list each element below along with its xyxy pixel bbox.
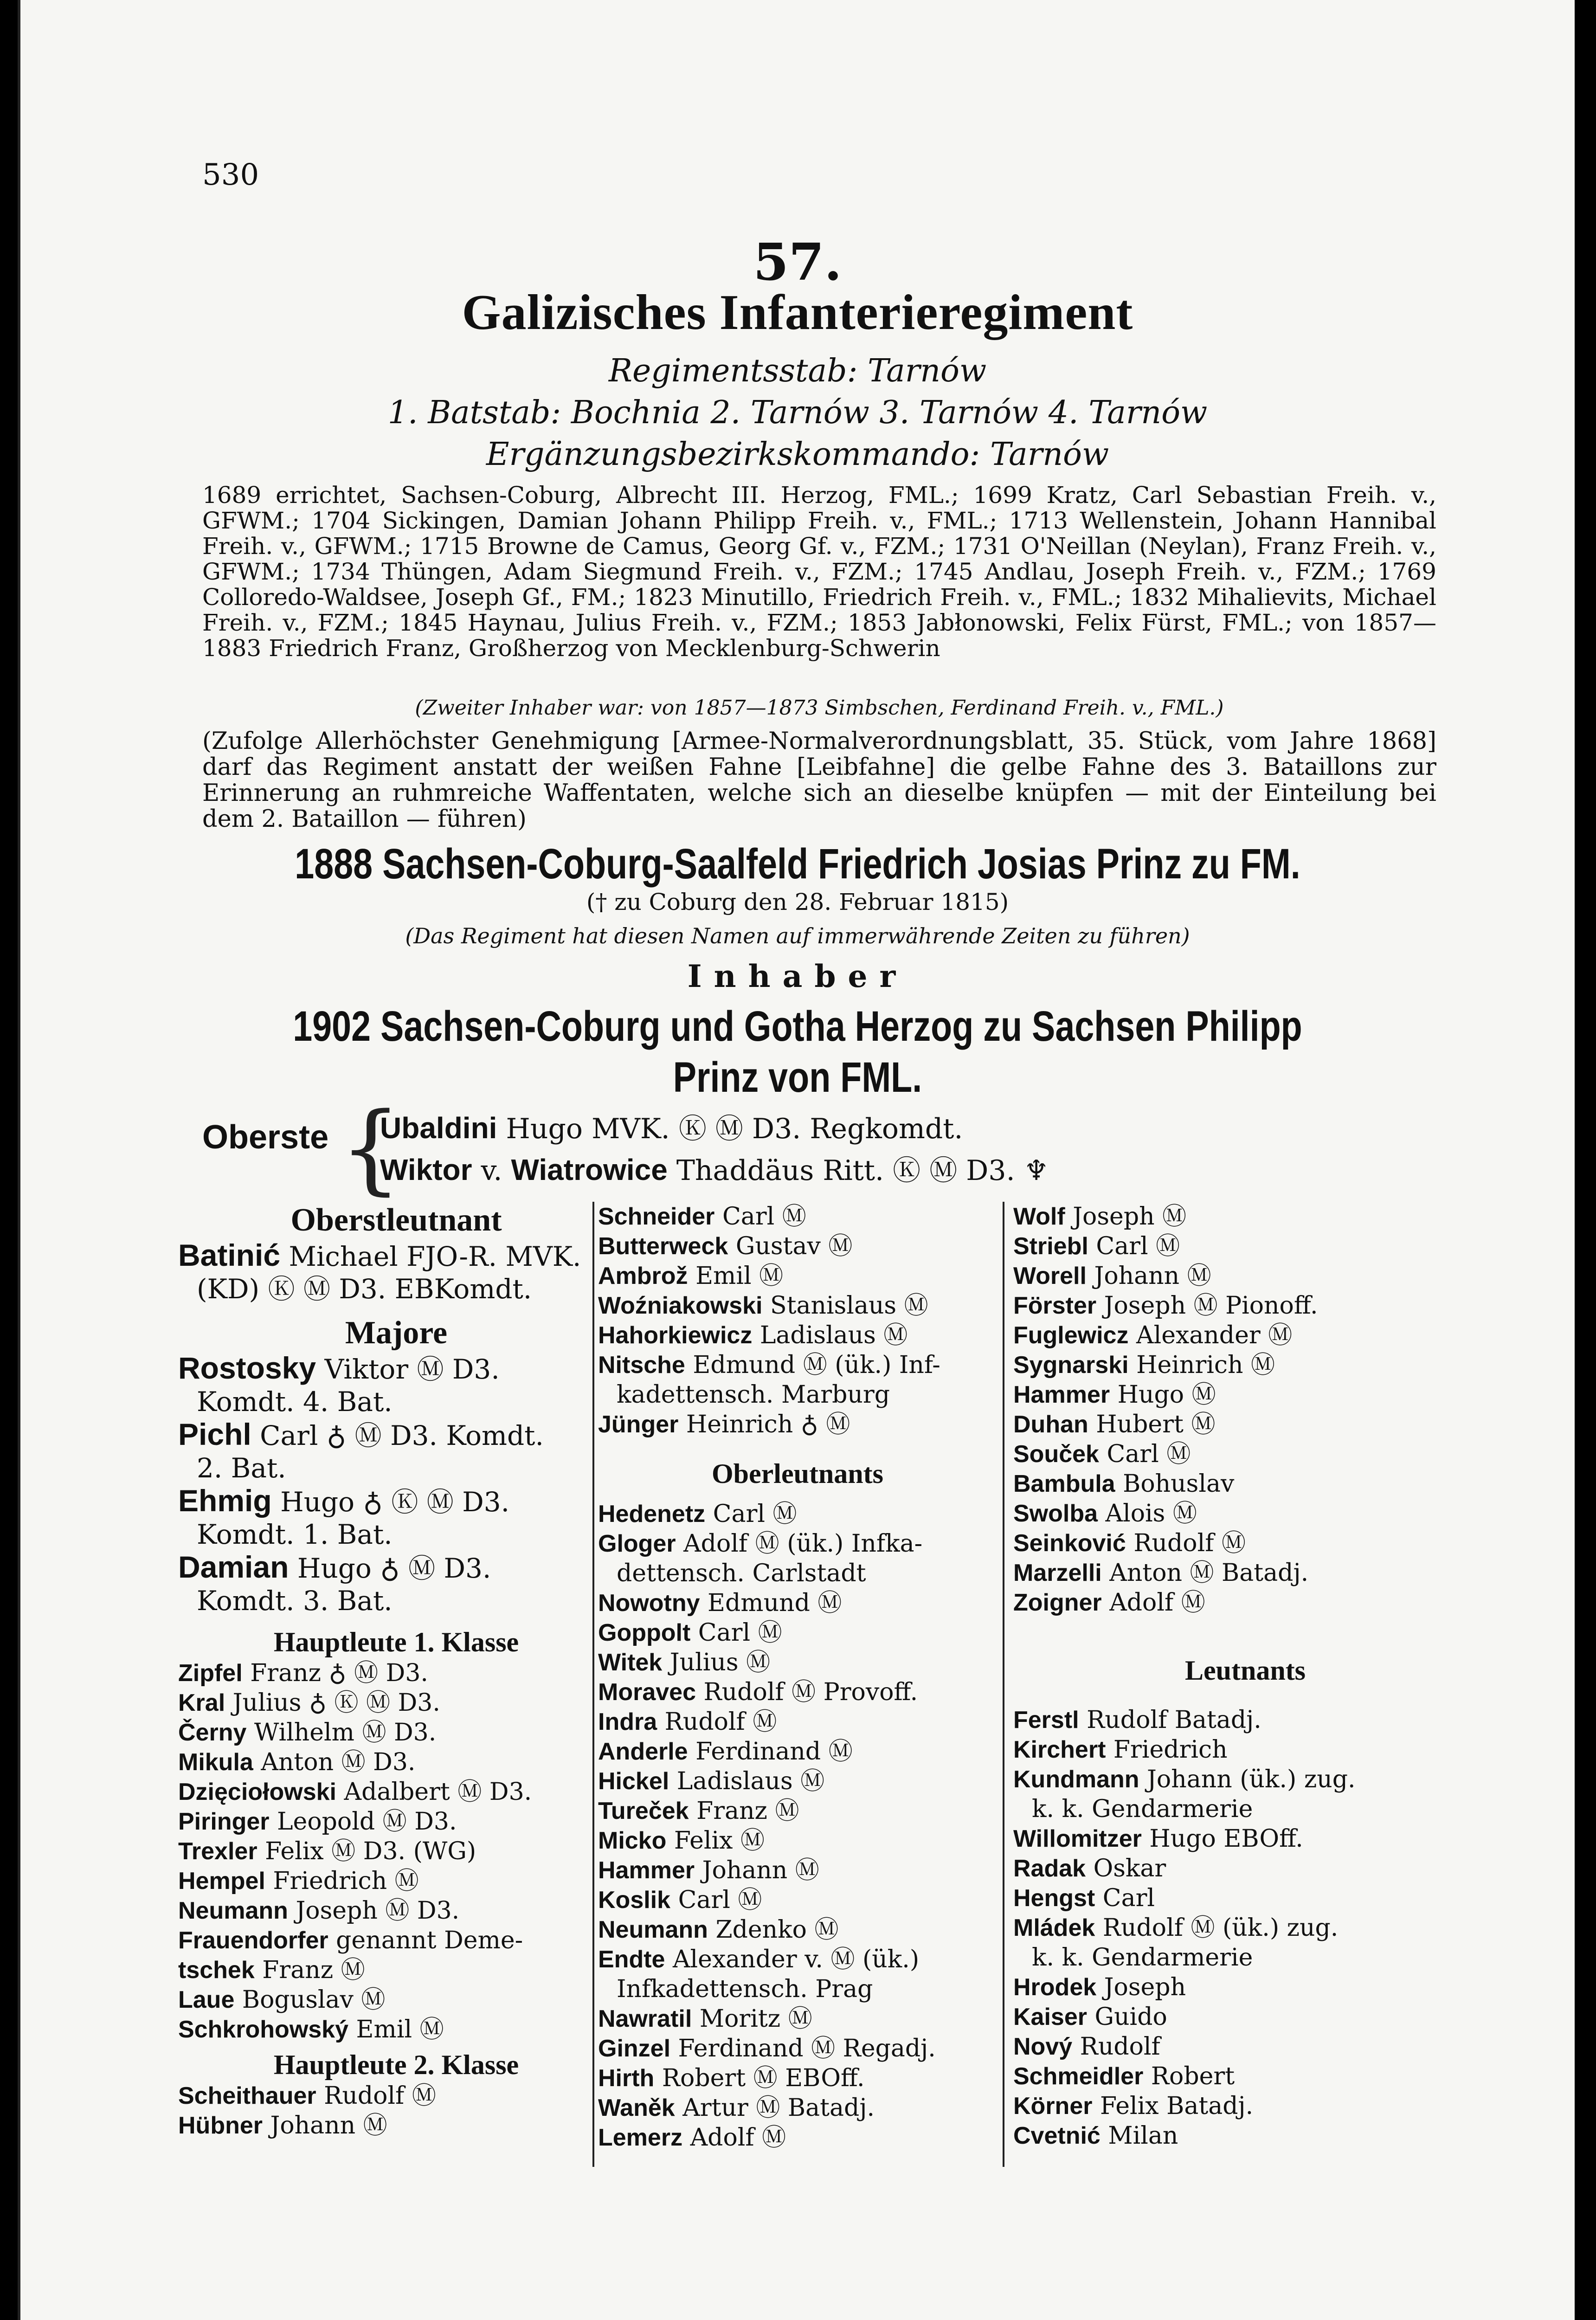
officer-name: Nový — [1013, 2033, 1073, 2060]
section-heading: Oberstleutnant — [290, 1202, 502, 1238]
officer-detail: Friedrich — [1106, 1736, 1228, 1764]
officer-detail: Gustav Ⓜ — [728, 1232, 853, 1260]
officer-entry — [1013, 2121, 1477, 2151]
officer-entry — [1013, 1854, 1477, 1883]
officer-entry — [178, 1352, 614, 1386]
officer-detail: Edmund Ⓜ (ük.) Inf- — [685, 1351, 940, 1379]
officer-name: Striebl — [1013, 1233, 1088, 1260]
patron-name: 1888 Sachsen-Coburg-Saalfeld Friedrich Josias Prinz zu FM. — [295, 840, 1300, 888]
officer-name: Nawratil — [598, 2005, 692, 2032]
officer-detail: Joseph Ⓜ — [1065, 1203, 1187, 1231]
officer-entry — [598, 1945, 997, 1974]
officer-detail: Zdenko Ⓜ — [708, 1916, 839, 1944]
officer-detail: Rudolf Ⓜ — [316, 2082, 436, 2110]
officer-detail: Adolf Ⓜ (ük.) Infka- — [676, 1530, 923, 1558]
officer-entry — [178, 2111, 614, 2140]
officer-entry — [1013, 1735, 1477, 1765]
officer-detail: Carl Ⓜ — [1088, 1232, 1180, 1260]
officer-detail: Carl Ⓜ — [690, 1619, 782, 1647]
officer-name: Ginzel — [598, 2035, 671, 2062]
officer-name: Mikula — [178, 1749, 253, 1776]
officer-detail: k. k. Gendarmerie — [1032, 1944, 1253, 1972]
officer-entry — [598, 1648, 997, 1677]
brace: { — [340, 1091, 402, 1205]
officer-detail: Joseph — [1096, 1973, 1186, 2001]
officer-entry — [178, 1985, 614, 2015]
section-heading: Hauptleute 1. Klasse — [273, 1627, 519, 1657]
officer-entry — [598, 1321, 997, 1350]
officer-detail: Guido — [1087, 2003, 1167, 2031]
officer-entry — [178, 1273, 614, 1305]
batstab: 1. Batstab: Bochnia 2. Tarnów 3. Tarnów 4. Tarnów — [387, 394, 1208, 431]
officer-detail: Robert Ⓜ EBOff. — [654, 2064, 865, 2092]
officer-entry — [178, 1484, 614, 1518]
officer-detail: Rudolf Ⓜ — [1126, 1529, 1246, 1557]
officer-detail: Anton Ⓜ Batadj. — [1101, 1559, 1309, 1587]
officer-detail: Carl Ⓜ — [714, 1203, 806, 1231]
officer-name: Pichl — [178, 1417, 251, 1451]
officer-entry — [598, 2063, 997, 2093]
officer-detail: Anton Ⓜ D3. — [253, 1748, 416, 1776]
officer-entry — [178, 1585, 614, 1617]
inhaber-heading: Inhaber — [687, 958, 908, 994]
officer-name: Goppolt — [598, 1619, 691, 1646]
officer-detail: Johann Ⓜ — [695, 1856, 819, 1884]
officer-list — [178, 2081, 614, 2140]
officer-entry — [178, 1386, 614, 1418]
entry-name: Ubaldini — [380, 1111, 497, 1145]
officer-detail: Hubert Ⓜ — [1088, 1411, 1216, 1438]
officer-name: Batinić — [178, 1238, 281, 1272]
officer-detail: 2. Bat. — [197, 1452, 286, 1484]
officer-name: Hickel — [598, 1768, 669, 1795]
officer-detail: Komdt. 3. Bat. — [197, 1585, 393, 1617]
officer-detail: Joseph Ⓜ Pionoff. — [1096, 1292, 1318, 1320]
officer-name: Schmeidler — [1013, 2063, 1144, 2090]
officer-name: Scheithauer — [178, 2082, 316, 2109]
officer-detail: Rudolf Ⓜ — [657, 1708, 777, 1736]
officer-detail: Franz Ⓜ — [254, 1956, 365, 1984]
officer-entry — [598, 1350, 997, 1380]
officer-detail: Robert — [1143, 2062, 1235, 2090]
ergaenzung: Ergänzungsbezirkskommando: Tarnów — [486, 436, 1109, 473]
officer-detail: Johann (ük.) zug. — [1139, 1766, 1356, 1793]
officer-name: Gloger — [598, 1530, 676, 1557]
officer-name: Zipfel — [178, 1660, 243, 1687]
officer-entry — [1013, 1321, 1477, 1350]
officer-detail: Adolf Ⓜ — [682, 2124, 786, 2152]
officer-entry — [1013, 1528, 1477, 1558]
officer-list — [598, 1202, 997, 1439]
officer-detail: Stanislaus Ⓜ — [762, 1292, 928, 1320]
officer-detail: Felix Ⓜ — [666, 1827, 765, 1855]
entry-detail: Hugo MVK. Ⓚ Ⓜ D3. Regkomdt. — [497, 1113, 963, 1145]
officer-name: Souček — [1013, 1441, 1099, 1468]
officer-detail: Hugo EBOff. — [1141, 1825, 1303, 1853]
officer-list — [598, 1499, 997, 2152]
officer-entry — [598, 1796, 997, 1826]
officer-name: Duhan — [1013, 1411, 1088, 1438]
officer-name: Seinković — [1013, 1530, 1126, 1557]
regiment-number: 57. — [753, 232, 842, 292]
officer-entry — [1013, 1943, 1477, 1972]
officer-detail: Joseph Ⓜ D3. — [288, 1897, 460, 1925]
officer-entry — [1013, 1202, 1477, 1231]
officer-name: Hrodek — [1013, 1974, 1097, 2001]
officer-name: Anderle — [598, 1738, 688, 1765]
officer-name: Jünger — [598, 1411, 679, 1438]
officer-entry — [598, 1826, 997, 1856]
officer-entry — [598, 1261, 997, 1291]
officer-entry — [598, 1529, 997, 1559]
officer-entry — [178, 1518, 614, 1551]
entry-detail: v. — [472, 1154, 511, 1187]
officer-detail: Johann Ⓜ — [1086, 1262, 1211, 1290]
officer-entry — [598, 1410, 997, 1439]
entry-name: Wiatrowice — [511, 1153, 668, 1186]
officer-name: Damian — [178, 1550, 289, 1584]
officer-detail: Friedrich Ⓜ — [265, 1867, 419, 1895]
officer-entry — [1013, 1469, 1477, 1499]
officer-detail: Johann Ⓜ — [263, 2112, 387, 2140]
officer-entry — [1013, 1824, 1477, 1854]
column-divider — [1003, 1202, 1004, 2167]
officer-name: Woźniakowski — [598, 1292, 763, 1319]
officer-entry — [178, 1418, 614, 1452]
officer-name: Schneider — [598, 1203, 715, 1230]
officer-name: Witek — [598, 1649, 663, 1676]
section-heading: Oberleutnants — [711, 1458, 884, 1489]
officer-detail: Adalbert Ⓜ D3. — [336, 1778, 532, 1806]
officer-name: Hirth — [598, 2065, 655, 2092]
officer-detail: Leopold Ⓜ D3. — [269, 1808, 457, 1836]
inhaber-line2: Prinz von FML. — [673, 1054, 922, 1101]
officer-detail: Milan — [1100, 2122, 1178, 2150]
officer-entry — [1013, 1588, 1477, 1618]
officer-name: Neumann — [178, 1897, 288, 1924]
officer-detail: Heinrich Ⓜ — [1128, 1351, 1275, 1379]
officer-entry — [1013, 2002, 1477, 2032]
officer-entry — [1013, 1350, 1477, 1380]
officer-entry — [598, 1737, 997, 1766]
officer-name: Kundmann — [1013, 1766, 1139, 1793]
officer-name: Mládek — [1013, 1914, 1095, 1941]
officer-detail: Edmund Ⓜ — [700, 1589, 842, 1617]
officer-name: Hahorkiewicz — [598, 1322, 753, 1349]
officer-name: Trexler — [178, 1838, 257, 1865]
officer-detail: Adolf Ⓜ — [1101, 1589, 1205, 1617]
officer-name: Wolf — [1013, 1203, 1065, 1230]
officer-name: Willomitzer — [1013, 1825, 1142, 1852]
officer-name: Lemerz — [598, 2124, 683, 2151]
entry-detail: Thaddäus Ritt. Ⓚ Ⓜ D3. ♆ — [667, 1154, 1049, 1187]
officer-name: Hempel — [178, 1868, 265, 1895]
officer-name: Tureček — [598, 1798, 689, 1824]
officer-entry — [598, 1707, 997, 1737]
officer-detail: Oskar — [1086, 1855, 1166, 1882]
officer-entry — [598, 1291, 997, 1321]
officer-entry — [598, 1856, 997, 1885]
flag-note: (Zufolge Allerhöchster Genehmigung [Armee-Normalverordnungsblatt, 35. Stück, vom Jahre 1868] darf das Regiment anstatt der weißen Fahne [Leibfahne] die gelbe Fahne des 3. Bataillons zur Erinnerung an ruhmreiche Waffentaten, welche sich an dieselbe knüpfen — mit der Einteilung bei dem 2. Bataillon — führen) — [202, 728, 1436, 833]
officer-name: Micko — [598, 1827, 667, 1854]
officer-entry — [1013, 1913, 1477, 1943]
officer-entry — [178, 1452, 614, 1484]
officer-name: Hübner — [178, 2112, 263, 2139]
officer-detail: Carl Ⓜ — [1099, 1440, 1191, 1468]
officer-detail: Heinrich ♁ Ⓜ — [678, 1411, 850, 1438]
officer-entry — [178, 1658, 614, 1688]
officer-entry — [598, 1499, 997, 1529]
officer-detail: Boguslav Ⓜ — [234, 1986, 386, 2014]
officer-entry — [1013, 1380, 1477, 1410]
officer-detail: Bohuslav — [1115, 1470, 1235, 1498]
column-right — [1013, 1202, 1477, 2151]
officer-detail: Michael FJO-R. MVK. — [280, 1241, 581, 1272]
officer-entry — [178, 2081, 614, 2111]
officer-name: Hammer — [1013, 1381, 1110, 1408]
officer-name: Hammer — [598, 1857, 695, 1884]
officer-name: Fuglewicz — [1013, 1322, 1129, 1349]
officer-detail: Felix Batadj. — [1092, 2092, 1254, 2120]
officer-name: Koslik — [598, 1887, 671, 1914]
officer-entry — [1013, 1499, 1477, 1528]
officer-name: Laue — [178, 1986, 235, 2013]
officer-entry — [598, 2093, 997, 2123]
officer-entry — [598, 2123, 997, 2152]
officer-name: Endte — [598, 1946, 665, 1973]
officer-entry — [598, 2004, 997, 2034]
officer-detail: Alois Ⓜ — [1098, 1500, 1197, 1527]
officer-entry — [598, 1915, 997, 1945]
officer-detail: Ladislaus Ⓜ — [669, 1767, 825, 1795]
officer-list — [178, 1352, 614, 1617]
officer-detail: (KD) Ⓚ Ⓜ D3. EBKomdt. — [197, 1273, 532, 1305]
officer-detail: Julius ♁ Ⓚ Ⓜ D3. — [225, 1689, 440, 1717]
officer-detail: Hugo Ⓜ — [1110, 1381, 1216, 1409]
officer-entry — [598, 1974, 997, 2004]
officer-name: Frauendorfer — [178, 1927, 328, 1954]
officer-detail: Ferdinand Ⓜ Regadj. — [670, 2035, 936, 2062]
officer-detail: Hugo ♁ Ⓜ D3. — [289, 1553, 491, 1584]
second-inhaber-note: (Zweiter Inhaber war: von 1857—1873 Simbschen, Ferdinand Freih. v., FML.) — [415, 696, 1224, 720]
officer-name: Černy — [178, 1719, 247, 1746]
officer-entry — [1013, 1705, 1477, 1735]
officer-entry — [598, 1677, 997, 1707]
officer-name: Hengst — [1013, 1885, 1095, 1912]
officer-entry — [598, 1766, 997, 1796]
officer-name: Ferstl — [1013, 1707, 1079, 1734]
officer-name: Hedenetz — [598, 1501, 706, 1527]
officer-entry — [598, 1885, 997, 1915]
officer-name: Bambula — [1013, 1470, 1115, 1497]
officer-name: Neumann — [598, 1916, 708, 1943]
officer-entry — [1013, 1231, 1477, 1261]
officer-entry — [1013, 1410, 1477, 1439]
officer-list — [1013, 1705, 1477, 2151]
officer-entry — [598, 2034, 997, 2063]
officer-entry — [1013, 1261, 1477, 1291]
officer-detail: Alexander Ⓜ — [1128, 1321, 1293, 1349]
officer-detail: Carl ♁ Ⓜ D3. Komdt. — [251, 1420, 544, 1451]
officer-name: Sygnarski — [1013, 1352, 1129, 1379]
officer-detail: Ladislaus Ⓜ — [752, 1321, 908, 1349]
officer-entry — [598, 1588, 997, 1618]
officer-detail: Julius Ⓜ — [662, 1649, 771, 1676]
officer-entry — [1013, 2091, 1477, 2121]
officer-name: Moravec — [598, 1679, 696, 1706]
officer-detail: k. k. Gendarmerie — [1032, 1795, 1253, 1823]
section-heading: Hauptleute 2. Klasse — [273, 2049, 519, 2080]
officer-entry — [178, 1747, 614, 1777]
officer-detail: Wilhelm Ⓜ D3. — [246, 1719, 437, 1746]
officer-detail: Felix Ⓜ D3. (WG) — [257, 1837, 476, 1865]
officer-entry — [598, 1559, 997, 1588]
officer-entry — [598, 1231, 997, 1261]
officer-detail: Ferdinand Ⓜ — [688, 1738, 853, 1766]
officer-detail: Rudolf Ⓜ Provoff. — [696, 1678, 918, 1706]
history-paragraph: 1689 errichtet, Sachsen-Coburg, Albrecht III. Herzog, FML.; 1699 Kratz, Carl Sebastian Freih. v., GFWM.; 1704 Sickingen, Damian Johann Philipp Freih. v., FML.; 1713 Wellenstein, Johann Hannibal Freih. v., GFWM.; 1715 Browne de Camus, Georg Gf. v., FZM.; 1731 O'Neillan (Neylan), Franz Freih. v., GFWM.; 1734 Thüngen, Adam Siegmund Freih. v., FZM.; 1745 Andlau, Joseph Freih. v., FZM.; 1769 Colloredo-Waldsee, Joseph Gf., FM.; 1823 Minutillo, Friedrich Freih. v., FML.; 1832 Mihalievits, Michael Freih. v., FZM.; 1845 Haynau, Julius Freih. v., FZM.; 1853 Jabłonowski, Felix Fürst, FML.; von 1857—1883 Friedrich Franz, Großherzog von Mecklenburg-Schwerin — [202, 482, 1436, 662]
section-heading: Leutnants — [1184, 1655, 1306, 1686]
officer-name: Nowotny — [598, 1590, 700, 1617]
officer-name: Indra — [598, 1708, 657, 1735]
officer-detail: Viktor Ⓜ D3. — [316, 1353, 500, 1385]
officer-entry — [598, 1202, 997, 1231]
officer-detail: Carl Ⓜ — [670, 1886, 762, 1914]
column-middle — [598, 1202, 997, 2152]
officer-name: Kaiser — [1013, 2004, 1087, 2030]
officer-detail: Rudolf — [1072, 2033, 1160, 2061]
officer-entry — [178, 1718, 614, 1747]
officer-name: Dzięciołowski — [178, 1779, 336, 1805]
officer-entry — [178, 1955, 614, 1985]
officer-name: Worell — [1013, 1263, 1087, 1289]
officer-entry — [1013, 2032, 1477, 2062]
officer-entry — [1013, 1765, 1477, 1794]
regiment-title: Galizisches Infanterieregiment — [462, 285, 1133, 340]
officer-name: Rostosky — [178, 1351, 316, 1385]
officer-detail: Hugo ♁ Ⓚ Ⓜ D3. — [271, 1486, 510, 1518]
officer-entry — [598, 1618, 997, 1648]
book-page — [18, 0, 1575, 2320]
entry-name: Wiktor — [380, 1153, 472, 1186]
officer-name: Zoigner — [1013, 1589, 1102, 1616]
officer-detail: Emil Ⓜ — [688, 1262, 784, 1290]
officer-entry — [178, 1777, 614, 1807]
officer-detail: Komdt. 1. Bat. — [197, 1519, 393, 1550]
column-left — [178, 1202, 614, 2140]
officer-detail: Alexander v. Ⓜ (ük.) — [665, 1946, 920, 1973]
officer-name: Marzelli — [1013, 1560, 1102, 1586]
officer-name: Butterweck — [598, 1233, 728, 1260]
officer-detail: Rudolf Ⓜ (ük.) zug. — [1095, 1914, 1339, 1942]
officer-entry — [1013, 1291, 1477, 1321]
officer-entry — [178, 1866, 614, 1896]
officer-name: Swolba — [1013, 1500, 1098, 1527]
officer-entry — [1013, 1558, 1477, 1588]
officer-name: Kral — [178, 1689, 225, 1716]
patron-note: (Das Regiment hat diesen Namen auf immerwährende Zeiten zu führen) — [405, 923, 1190, 948]
officer-detail: Emil Ⓜ — [348, 2016, 444, 2043]
officer-name: Radak — [1013, 1855, 1086, 1882]
officer-detail: Carl — [1095, 1884, 1155, 1912]
officer-detail: dettensch. Carlstadt — [617, 1560, 866, 1587]
officer-detail: Carl Ⓜ — [705, 1500, 797, 1528]
officer-detail: Moritz Ⓜ — [692, 2005, 812, 2033]
officer-detail: Artur Ⓜ Batadj. — [675, 2094, 875, 2122]
page-number: 530 — [202, 158, 259, 192]
officer-detail: Franz Ⓜ — [689, 1797, 799, 1825]
officer-entry — [1013, 1883, 1477, 1913]
officer-list — [178, 1658, 614, 2044]
officer-name: Waněk — [598, 2094, 675, 2121]
officer-name: tschek — [178, 1957, 255, 1984]
officer-list — [178, 1239, 614, 1305]
inhaber-line1: 1902 Sachsen-Coburg und Gotha Herzog zu Sachsen Philipp — [293, 1003, 1302, 1050]
officer-entry — [178, 1551, 614, 1585]
officer-name: Kirchert — [1013, 1736, 1106, 1763]
section-heading: Majore — [345, 1315, 448, 1351]
officer-entry — [1013, 1972, 1477, 2002]
officer-detail: kadettensch. Marburg — [617, 1381, 890, 1409]
officer-name: Ambrož — [598, 1263, 688, 1289]
officer-detail: Infkadettensch. Prag — [617, 1975, 873, 2003]
officer-entry — [598, 1380, 997, 1410]
patron-death: († zu Coburg den 28. Februar 1815) — [586, 889, 1009, 915]
officer-name: Nitsche — [598, 1352, 685, 1379]
officer-entry — [178, 1926, 614, 1955]
officer-entry — [178, 1239, 614, 1273]
officer-detail: genannt Deme- — [328, 1927, 523, 1954]
regimentsstab: Regimentsstab: Tarnów — [608, 353, 987, 389]
officer-entry — [178, 1837, 614, 1866]
officer-name: Förster — [1013, 1292, 1097, 1319]
officer-entry — [178, 2015, 614, 2044]
officer-name: Piringer — [178, 1808, 270, 1835]
officer-name: Körner — [1013, 2093, 1093, 2120]
officer-entry — [1013, 1794, 1477, 1824]
officer-detail: Rudolf Batadj. — [1079, 1706, 1261, 1734]
oberste-row — [380, 1148, 1049, 1188]
officer-detail: Komdt. 4. Bat. — [197, 1386, 393, 1418]
officer-name: Ehmig — [178, 1483, 272, 1518]
officer-entry — [1013, 2062, 1477, 2091]
oberste-row — [380, 1107, 963, 1147]
officer-list — [1013, 1202, 1477, 1618]
officer-entry — [178, 1688, 614, 1718]
oberste-label: Oberste — [202, 1119, 329, 1156]
officer-entry — [1013, 1439, 1477, 1469]
officer-name: Cvetnić — [1013, 2122, 1100, 2149]
officer-entry — [178, 1807, 614, 1837]
officer-name: Schkrohowský — [178, 2016, 349, 2043]
officer-entry — [178, 1896, 614, 1926]
officer-detail: Franz ♁ Ⓜ D3. — [242, 1659, 428, 1687]
